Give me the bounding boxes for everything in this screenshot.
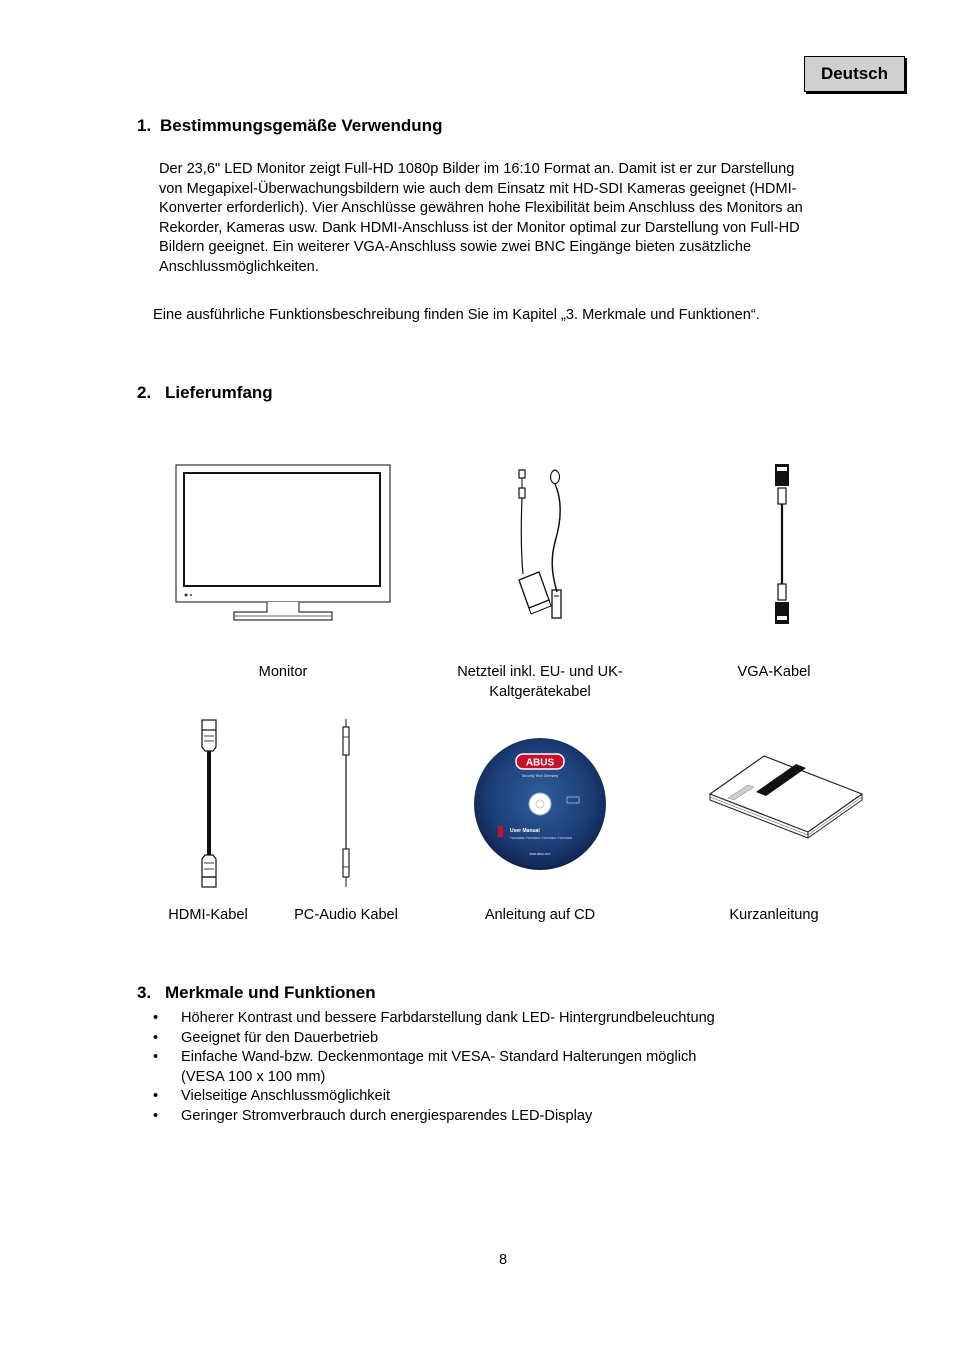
- power-supply-caption-line: Kaltgerätekabel: [489, 683, 591, 700]
- intended-use-paragraph: [159, 160, 879, 277]
- cd-caption: Anleitung auf CD: [484, 907, 596, 923]
- section-3-title: Merkmale und Funktionen: [165, 983, 376, 1002]
- feature-text: • Einfache Wand-bzw. Deckenmontage mit VESA- Standard Halterungen möglich: [181, 1049, 697, 1065]
- section-3-number: 3.: [137, 983, 152, 1002]
- quick-guide-illustration: [706, 752, 866, 842]
- power-supply-caption: [410, 663, 670, 702]
- paragraph-line: Anschlussmöglichkeiten.: [159, 258, 319, 275]
- monitor-illustration: [172, 462, 394, 628]
- section-2-number: 2.: [137, 383, 152, 402]
- section-2-title: Lieferumfang: [165, 383, 273, 402]
- vga-cable-caption: VGA-Kabel: [737, 664, 811, 680]
- list-item: [153, 1107, 853, 1127]
- vga-cable-illustration: [770, 462, 794, 627]
- feature-text: • Geeignet für den Dauerbetrieb: [181, 1029, 379, 1046]
- monitor-caption: Monitor: [258, 664, 308, 680]
- cd-illustration: [470, 736, 610, 872]
- feature-text: • Geringer Stromverbrauch durch energiesparendes LED-Display: [181, 1107, 593, 1124]
- feature-list: [153, 1009, 853, 1126]
- list-item: [153, 1048, 853, 1087]
- cd-title-text: User Manual: [510, 828, 540, 834]
- language-tab: Deutsch: [804, 56, 905, 92]
- power-supply-illustration: [505, 462, 575, 627]
- paragraph-line: Rekorder, Kameras usw. Dank HDMI-Anschluss ist der Monitor optimal zur Darstellung von Full-HD: [159, 219, 800, 236]
- section-1-number: 1.: [137, 116, 152, 135]
- section-3-heading: [137, 983, 376, 1003]
- paragraph-line: Konverter erforderlich). Vier Anschlüsse gewähren hohe Flexibilität beim Anschluss des Monitors an: [159, 200, 803, 216]
- audio-cable-illustration: [336, 717, 356, 889]
- audio-cable-caption: PC-Audio Kabel: [294, 907, 398, 923]
- cd-models-text: TVAC10000 / TVAC10001 / TVAC10010 / TVAC10020: [510, 837, 573, 840]
- section-2-heading: [137, 383, 273, 403]
- hdmi-cable-caption: HDMI-Kabel: [168, 907, 248, 923]
- list-item: [153, 1087, 853, 1107]
- list-item: [153, 1009, 853, 1029]
- list-item: [153, 1029, 853, 1049]
- function-reference-note: Eine ausführliche Funktionsbeschreibung finden Sie im Kapitel „3. Merkmale und Funktionen“.: [153, 307, 760, 323]
- paragraph-line: von Megapixel-Überwachungsbildern wie auch dem Einsatz mit HD-SDI Kameras geeignet (HDMI-: [159, 180, 797, 197]
- hdmi-cable-illustration: [195, 717, 223, 889]
- cd-tagline-text: Security Tech Germany: [521, 774, 559, 778]
- feature-text: • Vielseitige Anschlussmöglichkeit: [181, 1088, 391, 1104]
- cd-url-text: www.abus.com: [529, 852, 551, 856]
- quick-guide-caption: Kurzanleitung: [729, 907, 819, 923]
- page-number: 8: [498, 1252, 508, 1268]
- section-1-title: Bestimmungsgemäße Verwendung: [160, 116, 443, 135]
- paragraph-line: Bildern geeignet. Ein weiterer VGA-Anschluss sowie zwei BNC Eingänge bieten zusätzliche: [159, 239, 752, 255]
- power-supply-caption-line: Netzteil inkl. EU- und UK-: [457, 664, 623, 680]
- paragraph-line: Der 23,6" LED Monitor zeigt Full-HD 1080p Bilder im 16:10 Format an. Damit ist er zur Darstellung: [159, 161, 795, 177]
- feature-text-continuation: (VESA 100 x 100 mm): [181, 1068, 326, 1085]
- section-1-heading: [137, 116, 442, 136]
- feature-text: • Höherer Kontrast und bessere Farbdarstellung dank LED- Hintergrundbeleuchtung: [181, 1010, 715, 1026]
- cd-brand-text: ABUS: [525, 757, 555, 769]
